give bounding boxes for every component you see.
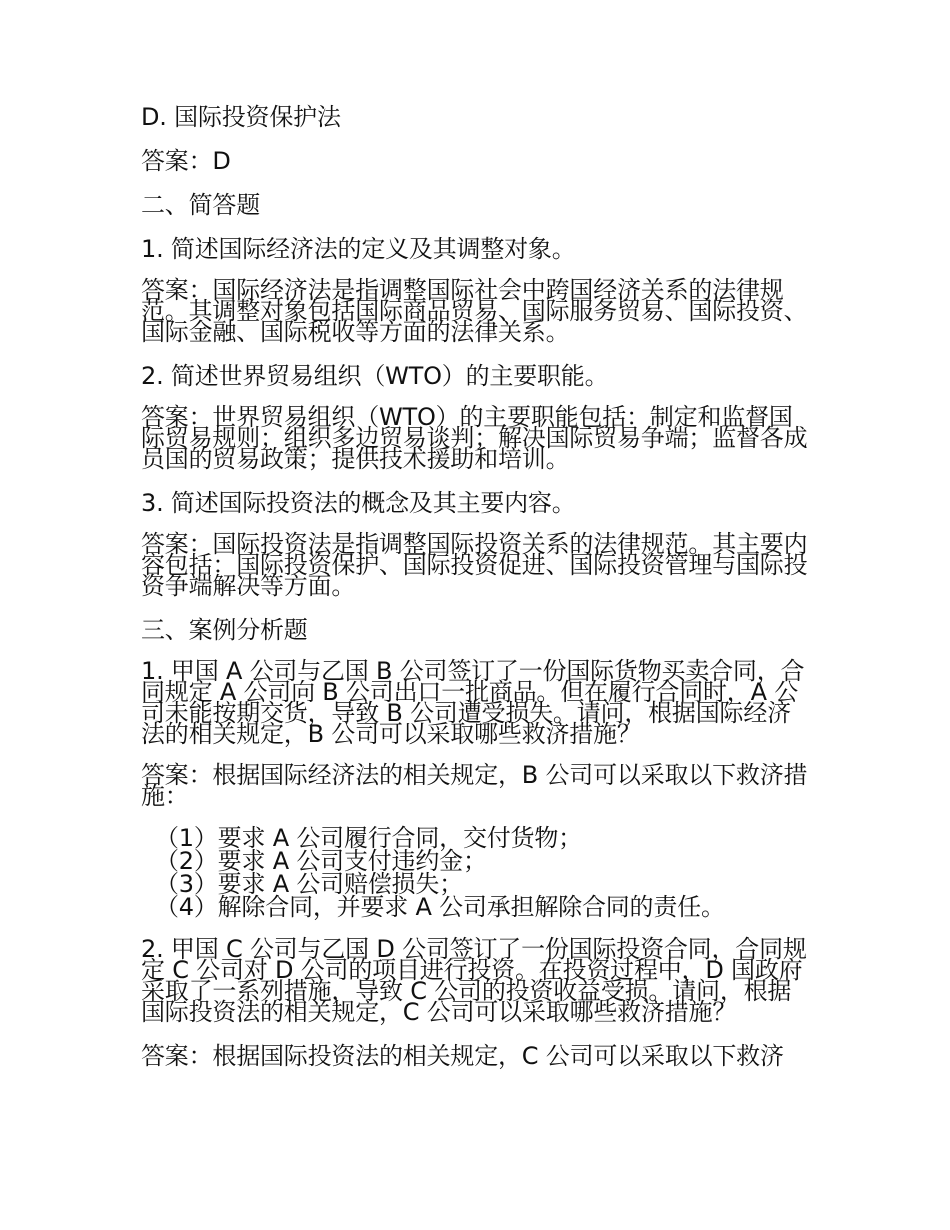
case-2-answer: 答案：根据国际投资法的相关规定，C 公司可以采取以下救济 xyxy=(141,1042,784,1070)
answer-1: 答案：国际经济法是指调整国际社会中跨国经济关系的法律规范。其调整对象包括国际商品贸易、国际服务贸易、国际投资、国际金融、国际税收等方面的法律关系。 xyxy=(141,276,808,346)
document-page xyxy=(141,104,811,1087)
case-1-remedies-list xyxy=(141,824,811,921)
answer-d: 答案：D xyxy=(141,147,231,175)
list-item: （3）要求 A 公司赔偿损失； xyxy=(155,870,463,898)
case-1-answer: 答案：根据国际经济法的相关规定，B 公司可以采取以下救济措施： xyxy=(141,761,808,810)
answer-2: 答案：世界贸易组织（WTO）的主要职能包括：制定和监督国际贸易规则；组织多边贸易谈判；解决国际贸易争端；监督各成员国的贸易政策；提供技术援助和培训。 xyxy=(141,403,808,473)
question-2: 2. 简述世界贸易组织（WTO）的主要职能。 xyxy=(141,362,609,390)
question-1: 1. 简述国际经济法的定义及其调整对象。 xyxy=(141,235,576,263)
list-item: （1）要求 A 公司履行合同，交付货物； xyxy=(155,824,582,852)
section-title-case-analysis: 三、案例分析题 xyxy=(141,616,308,644)
case-2: 2. 甲国 C 公司与乙国 D 公司签订了一份国际投资合同，合同规定 C 公司对 D 公司的项目进行投资。在投资过程中，D 国政府采取了一系列措施，导致 C 公司的投资收益受损。请问，根据国际投资法的相关规定，C 公司可以采取哪些救济措施？ xyxy=(141,935,807,1026)
question-3: 3. 简述国际投资法的概念及其主要内容。 xyxy=(141,489,576,517)
list-item: （2）要求 A 公司支付违约金； xyxy=(155,847,487,875)
case-1: 1. 甲国 A 公司与乙国 B 公司签订了一份国际货物买卖合同，合同规定 A 公司向 B 公司出口一批商品。但在履行合同时，A 公司未能按期交货，导致 B 公司遭受损失。请问，根据国际经济法的相关规定，B 公司可以采取哪些救济措施？ xyxy=(141,657,805,748)
answer-3: 答案：国际投资法是指调整国际投资关系的法律规范。其主要内容包括：国际投资保护、国际投资促进、国际投资管理与国际投资争端解决等方面。 xyxy=(141,530,808,600)
list-item: （4）解除合同，并要求 A 公司承担解除合同的责任。 xyxy=(155,893,725,921)
option-d: D. 国际投资保护法 xyxy=(141,103,341,131)
section-title-short-answer: 二、简答题 xyxy=(141,191,260,219)
